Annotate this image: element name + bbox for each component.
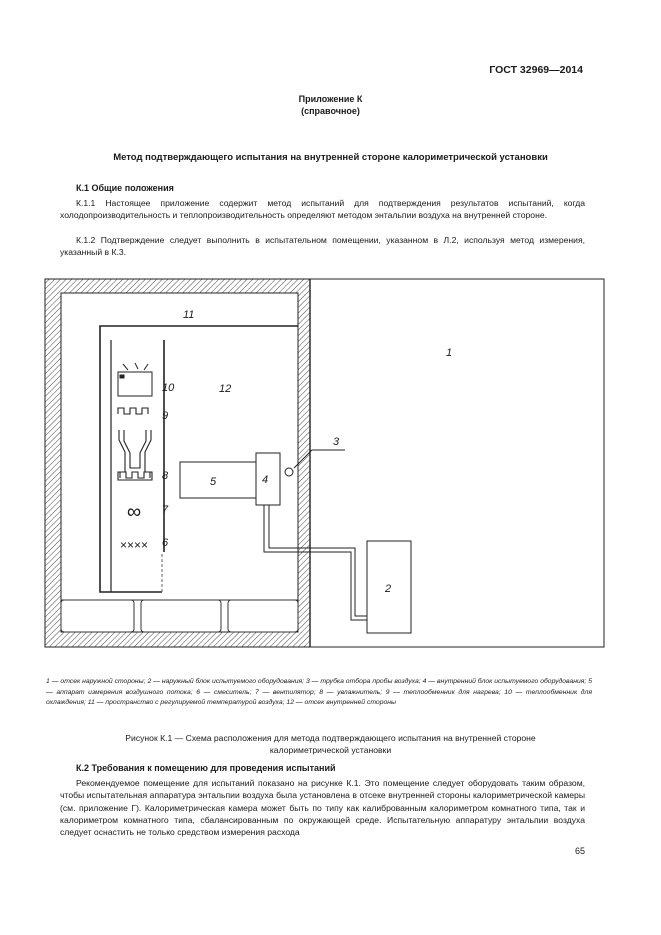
paragraph-k1-1-text: К.1.1 Настоящее приложение содержит метод испытаний для подтверждения результатов испытаний, когда холодопроизводительность и теплопроизводительность определяют методом энтальпии воздуха на внутренней стороне.: [60, 198, 585, 221]
figure-legend-text: 1 — отсек наружной стороны; 2 — наружный блок испытуемого оборудования; 3 — трубка отбора пробы воздуха; 4 — внутренний блок испытуемого оборудования; 5 — аппарат измерения воздушного потока; 6 — смеситель; 7 — вентилятор; 8 — увлажнитель; 9 — теплообменник для нагрева; 10 — теплообменник для охлаждения; 11 — пространство с регулируемой температурой воздуха; 12 — отсек внутренней стороны: [46, 678, 592, 706]
page-number: 65: [574, 846, 585, 856]
label-10: 10: [162, 382, 175, 394]
label-2: 2: [385, 583, 392, 595]
label-8: 8: [162, 470, 169, 482]
mixer-icon: ××××: [119, 538, 149, 552]
fan-icon: ∞: [126, 501, 142, 523]
annex-title: Приложение К: [298, 94, 363, 104]
annex-subtitle: (справочное): [301, 106, 360, 116]
figure-caption-text: Рисунок К.1 — Схема расположения для метода подтверждающего испытания на внутренней стороне калориметрической установки: [125, 733, 536, 755]
paragraph-k2-1: [60, 777, 585, 838]
inner-room-floor-supports: [61, 600, 298, 632]
label-11: 11: [183, 309, 195, 321]
label-3: 3: [333, 436, 340, 448]
section-heading-k2: К.2 Требования к помещению для проведения испытаний: [76, 763, 336, 773]
figure-caption: [0, 732, 661, 756]
refrigerant-pipes: [264, 505, 367, 620]
paragraph-k2-1-text: Рекомендуемое помещение для испытаний показано на рисунке К.1. Это помещение следует оборудовать таким образом, чтобы испытательная аппаратура энтальпии воздуха была установлена в отсеке внутренней стороны калориметрической камеры (см. приложение Г). Калориметрическая камера может быть по типу как калиброванным калориметром комнатного типа, так и калориметром комнатного типа, сбалансированным по окружающей среде. Испытательную аппаратуру энтальпии воздуха следует оснастить не только средством измерения расхода: [60, 778, 585, 838]
figure-legend: [46, 677, 592, 709]
page-title: Метод подтверждающего испытания на внутренней стороне калориметрической установки: [113, 152, 548, 163]
label-5: 5: [210, 476, 217, 488]
airflow-measuring-apparatus: [180, 462, 256, 498]
standard-number: ГОСТ 32969—2014: [489, 64, 583, 76]
label-9: 9: [162, 410, 169, 422]
label-12: 12: [219, 383, 232, 395]
label-4: 4: [262, 474, 269, 486]
label-6: 6: [162, 537, 169, 549]
humidifier: [118, 430, 152, 480]
label-7: 7: [162, 504, 169, 516]
paragraph-k1-2-text: К.1.2 Подтверждение следует выполнить в испытательном помещении, указанном в Л.2, используя метод измерения, указанный в К.3.: [60, 235, 585, 258]
heating-heat-exchanger: [118, 408, 148, 414]
cooling-heat-exchanger: [118, 363, 152, 396]
label-1: 1: [446, 347, 453, 359]
section-heading-k1: К.1 Общие положения: [76, 183, 174, 193]
air-sampling-tube: [285, 468, 293, 476]
